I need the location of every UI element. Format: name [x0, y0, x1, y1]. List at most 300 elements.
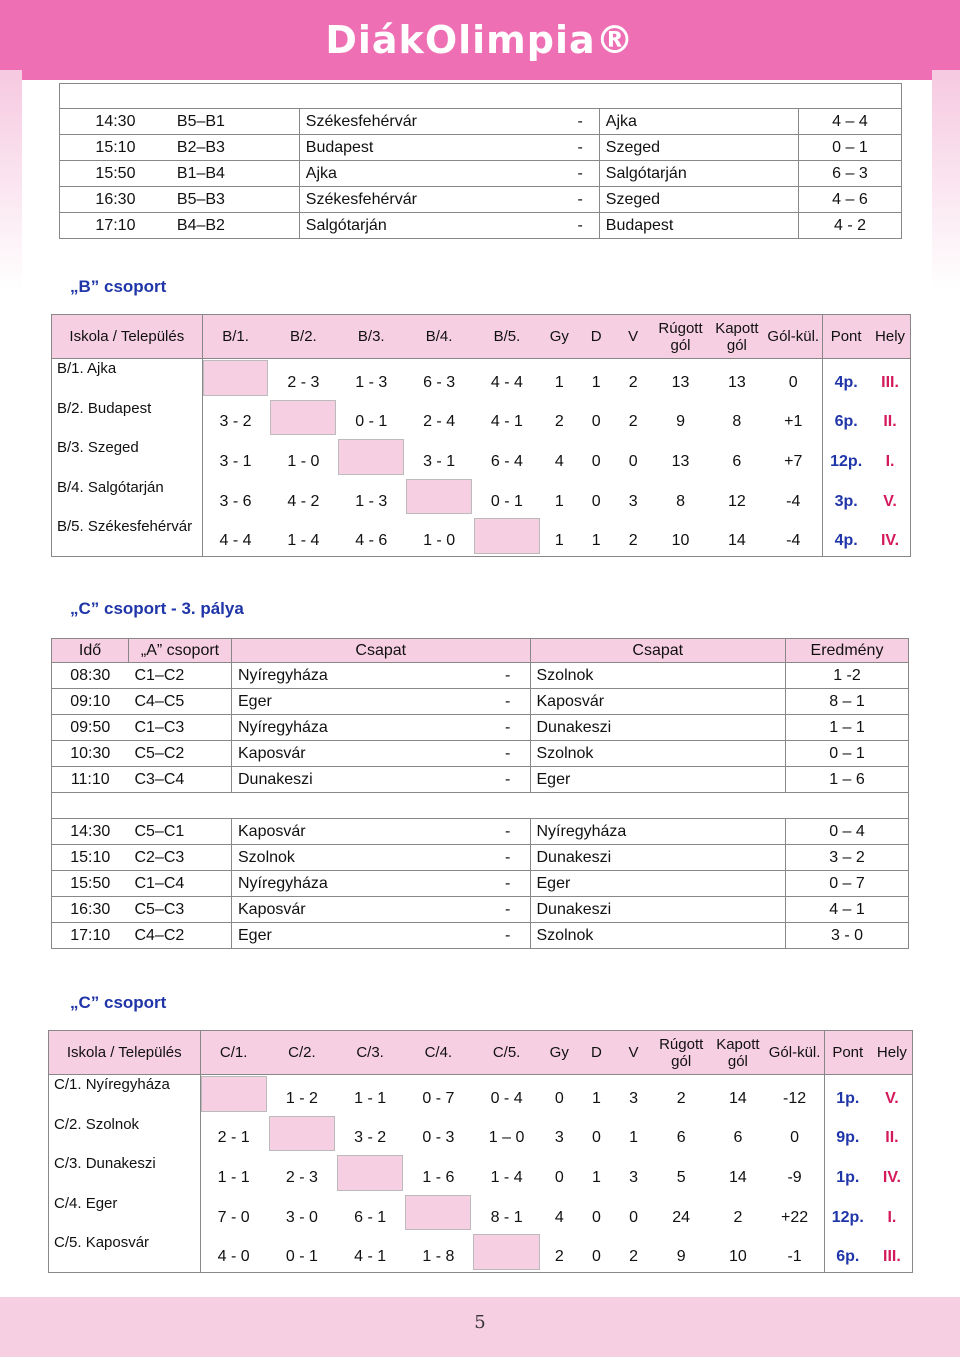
away-team: Szeged — [599, 135, 798, 161]
away-team: Szolnok — [530, 741, 786, 767]
away-team: Eger — [530, 767, 786, 793]
stat-kg: 6 — [732, 453, 742, 470]
team-name: Dunakeszi — [85, 1155, 156, 1173]
standings-header-cell: C/1. — [219, 1044, 248, 1061]
b-schedule-table — [59, 83, 902, 239]
score-cell: 1 - 6 — [422, 1169, 455, 1186]
team-code: B/4. — [57, 478, 84, 496]
match-separator: - — [486, 923, 530, 949]
match-code: B5–B3 — [171, 187, 299, 213]
standings-header-cell: Gól-kül. — [768, 1044, 821, 1061]
score-cell: 7 - 0 — [217, 1208, 250, 1226]
score-cell: 0 - 3 — [422, 1129, 455, 1147]
away-team: Nyíregyháza — [530, 819, 786, 845]
team-code: C/1. — [54, 1076, 82, 1093]
page-number: 5 — [474, 1312, 486, 1333]
match-result: 4 – 1 — [786, 897, 909, 923]
self-match-cell — [473, 1234, 539, 1270]
score-cell: 2 - 3 — [287, 373, 320, 391]
column-divider — [824, 1031, 825, 1272]
match-row — [60, 187, 902, 213]
team-name: Nyíregyháza — [85, 1076, 170, 1093]
standings-header-cell: C/5. — [492, 1044, 521, 1061]
stat-gy: 0 — [554, 1089, 564, 1107]
score-cell: 3 - 0 — [285, 1208, 318, 1226]
standings-header-cell: Kapott gól — [716, 1035, 760, 1070]
stat-gy: 0 — [554, 1169, 564, 1186]
team-name: Salgótarján — [87, 478, 164, 496]
match-separator: - — [486, 897, 530, 923]
header-result: Eredmény — [786, 639, 909, 663]
stat-pont: 1p. — [836, 1169, 860, 1186]
match-code: C5–C3 — [129, 897, 232, 923]
match-row — [60, 161, 902, 187]
team-label — [57, 439, 139, 456]
score-cell: 4 - 6 — [355, 532, 388, 550]
stat-gk: -12 — [783, 1089, 807, 1107]
standings-header-cell: Iskola / Település — [69, 328, 185, 345]
score-cell: 1 - 3 — [355, 492, 388, 510]
standings-header-cell: Kapott gól — [715, 319, 759, 354]
stat-gy: 2 — [554, 413, 564, 431]
team-name: Budapest — [87, 399, 152, 417]
stat-pont: 6p. — [836, 1248, 860, 1266]
score-cell: 3 - 2 — [219, 413, 252, 431]
match-row — [60, 213, 902, 239]
match-separator: - — [561, 135, 599, 161]
score-cell: 0 - 1 — [490, 492, 523, 510]
score-cell: 0 - 7 — [422, 1089, 455, 1107]
team-code: B/3. — [57, 439, 84, 457]
stat-gy: 4 — [554, 1208, 564, 1226]
match-time: 14:30 — [60, 109, 171, 135]
match-separator: - — [561, 161, 599, 187]
stat-hely: III. — [881, 373, 899, 391]
match-result: 0 – 1 — [786, 741, 909, 767]
away-team: Salgótarján — [599, 161, 798, 187]
standings-header-cell: Hely — [875, 328, 906, 345]
standings-header-cell: B/3. — [357, 328, 385, 345]
stat-pont: 1p. — [836, 1089, 860, 1107]
match-row — [52, 923, 909, 949]
match-row — [60, 109, 902, 135]
match-code: C1–C2 — [129, 663, 232, 689]
team-name: Szolnok — [85, 1115, 140, 1133]
stat-v: 3 — [628, 492, 638, 510]
standings-header-cell: C/4. — [424, 1044, 453, 1061]
match-code: C1–C3 — [129, 715, 232, 741]
stat-hely: I. — [887, 1208, 897, 1226]
match-row — [60, 135, 902, 161]
self-match-cell — [201, 1076, 267, 1112]
standings-header-cell: Gy — [549, 1044, 569, 1061]
home-team: Székesfehérvár — [299, 187, 561, 213]
home-team: Eger — [232, 923, 486, 949]
match-separator: - — [486, 845, 530, 871]
stat-kg: 8 — [732, 413, 742, 431]
standings-header-cell: B/4. — [425, 328, 453, 345]
frame-decoration-right — [932, 70, 960, 290]
stat-d: 1 — [591, 1169, 601, 1186]
standings-header-cell: Iskola / Település — [66, 1044, 182, 1061]
match-time: 09:50 — [52, 715, 129, 741]
team-code: C/3. — [54, 1155, 82, 1173]
stat-v: 2 — [628, 532, 638, 550]
home-team: Nyíregyháza — [232, 663, 486, 689]
away-team: Dunakeszi — [530, 715, 786, 741]
home-team: Eger — [232, 689, 486, 715]
stat-gy: 1 — [554, 492, 564, 510]
stat-rg: 10 — [671, 532, 690, 550]
standings-header-cell: Pont — [832, 1044, 864, 1061]
match-row — [52, 845, 909, 871]
match-time: 16:30 — [60, 187, 171, 213]
score-cell: 8 - 1 — [490, 1208, 523, 1226]
home-team: Ajka — [299, 161, 561, 187]
team-code: C/2. — [54, 1115, 82, 1133]
standings-header-cell: Pont — [830, 328, 862, 345]
standings-header-cell: C/3. — [356, 1044, 384, 1061]
stat-pont: 12p. — [831, 1208, 864, 1226]
match-result: 0 – 7 — [786, 871, 909, 897]
home-team: Nyíregyháza — [232, 871, 486, 897]
match-time: 15:10 — [60, 135, 171, 161]
stat-rg: 13 — [671, 373, 690, 391]
stat-gk: -4 — [786, 532, 801, 550]
score-cell: 4 - 1 — [490, 413, 523, 431]
match-separator: - — [561, 187, 599, 213]
match-time: 09:10 — [52, 689, 129, 715]
team-label — [54, 1195, 117, 1212]
match-time: 15:50 — [52, 871, 129, 897]
score-cell: 3 - 1 — [219, 453, 252, 470]
stat-kg: 10 — [728, 1248, 747, 1266]
stat-rg: 2 — [676, 1089, 686, 1107]
team-name: Székesfehérvár — [87, 518, 193, 536]
c-group-title: „C” csoport — [70, 993, 167, 1012]
away-team: Eger — [530, 871, 786, 897]
standings-header-cell: B/2. — [290, 328, 317, 345]
match-separator: - — [486, 767, 530, 793]
score-cell: 1 - 1 — [217, 1169, 250, 1186]
team-name: Kaposvár — [85, 1234, 150, 1252]
match-result: 6 – 3 — [798, 161, 901, 187]
header-team-home: Csapat — [232, 639, 531, 663]
match-result: 4 - 2 — [798, 213, 901, 239]
score-cell: 1 – 0 — [488, 1129, 525, 1147]
stat-gy: 4 — [554, 453, 564, 470]
standings-header-cell: Gól-kül. — [767, 328, 820, 345]
match-code: C5–C1 — [129, 819, 232, 845]
match-time: 11:10 — [52, 767, 129, 793]
stat-rg: 6 — [676, 1129, 686, 1147]
match-code: C4–C5 — [129, 689, 232, 715]
stat-gk: +7 — [784, 453, 803, 470]
home-team: Salgótarján — [299, 213, 561, 239]
stat-kg: 2 — [733, 1208, 743, 1226]
score-cell: 2 - 1 — [217, 1129, 250, 1147]
team-code: B/1. — [57, 360, 84, 377]
standings-header-cell: V — [628, 328, 639, 345]
stat-gy: 1 — [554, 373, 564, 391]
match-code: C1–C4 — [129, 871, 232, 897]
stat-d: 1 — [591, 1089, 601, 1107]
stat-rg: 9 — [676, 413, 685, 431]
team-label — [54, 1076, 170, 1093]
score-cell: 3 - 2 — [354, 1129, 387, 1147]
stat-hely: I. — [885, 453, 895, 470]
self-match-cell — [337, 1155, 403, 1191]
stat-gy: 3 — [554, 1129, 564, 1147]
match-separator: - — [486, 819, 530, 845]
score-cell: 1 - 0 — [287, 453, 320, 470]
match-time: 17:10 — [52, 923, 129, 949]
self-match-cell — [406, 479, 472, 515]
score-cell: 4 - 4 — [219, 532, 252, 550]
column-divider — [822, 315, 823, 556]
self-match-cell — [203, 360, 269, 396]
match-row — [52, 715, 909, 741]
stat-hely: V. — [883, 492, 897, 510]
stat-d: 0 — [591, 1248, 601, 1266]
team-label — [54, 1155, 156, 1172]
self-match-cell — [474, 518, 540, 554]
header-time: Idő — [52, 639, 129, 663]
standings-header-cell: B/1. — [222, 328, 249, 345]
stat-v: 2 — [628, 413, 638, 431]
match-result: 1 – 6 — [786, 767, 909, 793]
away-team: Szolnok — [530, 663, 786, 689]
team-label — [57, 479, 164, 496]
score-cell: 1 - 0 — [423, 532, 456, 550]
frame-decoration-left — [0, 70, 22, 290]
team-code: C/5. — [54, 1234, 82, 1252]
stat-d: 0 — [591, 413, 601, 431]
stat-hely: IV. — [882, 1169, 901, 1186]
stat-v: 0 — [628, 453, 638, 470]
score-cell: 6 - 1 — [354, 1208, 387, 1226]
match-code: C3–C4 — [129, 767, 232, 793]
score-cell: 1 - 3 — [355, 373, 388, 391]
team-label — [54, 1116, 139, 1133]
stat-pont: 12p. — [830, 453, 863, 470]
stat-kg: 14 — [728, 1089, 747, 1107]
match-result: 0 – 4 — [786, 819, 909, 845]
stat-gk: -1 — [787, 1248, 802, 1266]
standings-header-cell: B/5. — [493, 328, 521, 345]
match-time: 15:10 — [52, 845, 129, 871]
blank-row — [60, 84, 902, 109]
home-team: Kaposvár — [232, 897, 486, 923]
match-separator: - — [561, 213, 599, 239]
match-time: 14:30 — [52, 819, 129, 845]
match-separator: - — [486, 871, 530, 897]
match-time: 08:30 — [52, 663, 129, 689]
team-label — [57, 360, 116, 377]
stat-v: 3 — [629, 1169, 638, 1186]
stat-rg: 13 — [671, 453, 690, 470]
team-code: B/5. — [57, 518, 84, 536]
stat-d: 0 — [591, 1208, 601, 1226]
column-divider — [202, 315, 203, 556]
stat-gk: -9 — [787, 1169, 802, 1186]
stat-hely: II. — [885, 1129, 899, 1147]
standings-header-cell: D — [590, 328, 602, 345]
stat-kg: 13 — [727, 373, 746, 391]
match-separator: - — [486, 741, 530, 767]
stat-hely: V. — [885, 1089, 899, 1107]
stat-kg: 14 — [728, 1169, 747, 1186]
header-group: „A” csoport — [129, 639, 232, 663]
self-match-cell — [338, 439, 404, 475]
standings-header-cell: C/2. — [288, 1044, 316, 1061]
stat-gy: 2 — [554, 1248, 564, 1266]
match-row — [52, 897, 909, 923]
stat-rg: 8 — [676, 492, 685, 510]
c-schedule-table — [51, 638, 909, 949]
match-row — [52, 871, 909, 897]
home-team: Budapest — [299, 135, 561, 161]
team-code: B/2. — [57, 399, 84, 417]
away-team: Szeged — [599, 187, 798, 213]
score-cell: 4 - 2 — [287, 492, 320, 510]
match-row — [52, 689, 909, 715]
stat-pont: 3p. — [834, 492, 858, 510]
away-team: Dunakeszi — [530, 897, 786, 923]
score-cell: 4 - 4 — [490, 373, 523, 391]
match-code: B4–B2 — [171, 213, 299, 239]
c-schedule-title: „C” csoport - 3. pálya — [70, 599, 244, 618]
score-cell: 1 - 1 — [354, 1089, 387, 1107]
score-cell: 4 - 1 — [354, 1248, 387, 1266]
away-team: Szolnok — [530, 923, 786, 949]
away-team: Budapest — [599, 213, 798, 239]
stat-v: 3 — [629, 1089, 638, 1107]
score-cell: 2 - 4 — [423, 413, 456, 431]
score-cell: 6 - 4 — [490, 453, 523, 470]
score-cell: 1 - 4 — [490, 1169, 523, 1186]
match-result: 3 – 2 — [786, 845, 909, 871]
stat-pont: 9p. — [836, 1129, 860, 1147]
stat-pont: 6p. — [834, 413, 858, 431]
score-cell: 6 - 3 — [423, 373, 456, 391]
stat-rg: 5 — [676, 1169, 686, 1186]
stat-gk: 0 — [790, 1129, 800, 1147]
stat-gy: 1 — [554, 532, 564, 550]
stat-d: 0 — [591, 453, 601, 470]
team-code: C/4. — [54, 1194, 82, 1212]
match-time: 10:30 — [52, 741, 129, 767]
stat-d: 0 — [591, 492, 601, 510]
self-match-cell — [269, 1116, 335, 1152]
standings-header-cell: V — [628, 1044, 639, 1061]
stat-kg: 6 — [733, 1129, 743, 1147]
self-match-cell — [405, 1195, 471, 1231]
match-time: 17:10 — [60, 213, 171, 239]
standings-header-cell: Rúgott gól — [658, 319, 703, 354]
stat-hely: IV. — [880, 532, 900, 550]
match-code: C5–C2 — [129, 741, 232, 767]
standings-header-cell: Hely — [876, 1044, 907, 1061]
match-result: 1 – 1 — [786, 715, 909, 741]
away-team: Ajka — [599, 109, 798, 135]
match-time: 15:50 — [60, 161, 171, 187]
score-cell: 1 - 2 — [285, 1089, 318, 1107]
stat-gk: +22 — [781, 1208, 809, 1226]
match-row — [52, 663, 909, 689]
home-team: Dunakeszi — [232, 767, 486, 793]
score-cell: 1 - 4 — [287, 532, 320, 550]
standings-header-cell: D — [590, 1044, 602, 1061]
away-team: Kaposvár — [530, 689, 786, 715]
stat-d: 1 — [591, 373, 601, 391]
stat-v: 2 — [628, 373, 638, 391]
score-cell: 0 - 4 — [490, 1089, 523, 1107]
stat-gk: +1 — [784, 413, 803, 431]
stat-v: 2 — [629, 1248, 638, 1266]
stat-hely: III. — [883, 1248, 901, 1266]
stat-v: 0 — [629, 1208, 638, 1226]
match-result: 4 – 4 — [798, 109, 901, 135]
match-result: 8 – 1 — [786, 689, 909, 715]
header-team-away: Csapat — [530, 639, 786, 663]
match-result: 4 – 6 — [798, 187, 901, 213]
stat-kg: 14 — [727, 532, 746, 550]
column-divider — [200, 1031, 201, 1272]
team-label — [57, 400, 151, 417]
stat-pont: 4p. — [834, 373, 858, 391]
team-label — [54, 1234, 149, 1251]
standings-header-cell: Rúgott gól — [659, 1035, 704, 1070]
match-separator: - — [486, 715, 530, 741]
home-team: Székesfehérvár — [299, 109, 561, 135]
stat-gk: 0 — [788, 373, 798, 391]
stat-pont: 4p. — [834, 532, 858, 550]
team-name: Szeged — [87, 439, 139, 457]
match-row — [52, 741, 909, 767]
home-team: Kaposvár — [232, 741, 486, 767]
home-team: Kaposvár — [232, 819, 486, 845]
diakolimpia-logo: DiákOlimpia® — [325, 18, 635, 62]
score-cell: 3 - 6 — [219, 492, 252, 510]
stat-rg: 9 — [676, 1248, 686, 1266]
match-code: C4–C2 — [129, 923, 232, 949]
score-cell: 4 - 0 — [217, 1248, 250, 1266]
match-separator: - — [486, 689, 530, 715]
stat-d: 0 — [591, 1129, 601, 1147]
team-name: Ajka — [87, 360, 117, 377]
stat-rg: 24 — [672, 1208, 691, 1226]
match-result: 1 -2 — [786, 663, 909, 689]
match-code: B5–B1 — [171, 109, 299, 135]
score-cell: 0 - 1 — [285, 1248, 318, 1266]
score-cell: 1 - 8 — [422, 1248, 455, 1266]
match-time: 16:30 — [52, 897, 129, 923]
match-code: B1–B4 — [171, 161, 299, 187]
away-team: Dunakeszi — [530, 845, 786, 871]
team-name: Eger — [85, 1194, 118, 1212]
self-match-cell — [270, 400, 336, 436]
match-separator: - — [561, 109, 599, 135]
match-row — [52, 819, 909, 845]
match-code: C2–C3 — [129, 845, 232, 871]
team-label — [57, 518, 192, 535]
b-group-title: „B” csoport — [70, 277, 167, 296]
score-cell: 2 - 3 — [285, 1169, 318, 1186]
standings-header-cell: Gy — [549, 328, 569, 345]
match-row — [52, 767, 909, 793]
score-cell: 0 - 1 — [355, 413, 388, 431]
